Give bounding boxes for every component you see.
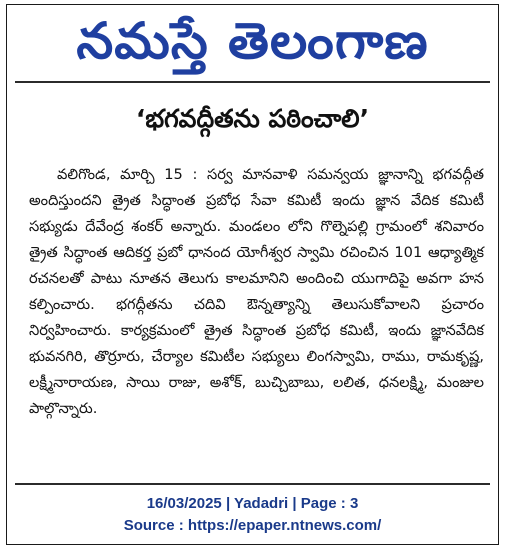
article-body: వలిగొండ, మార్చి 15 : సర్వ మానవాళి సమన్వయ జ్ఞానాన్ని భగవద్గీత అందిస్తుందని త్రైత సిద్ధాంత ప్రబోధ సేవా కమిటీ ఇందు జ్ఞాన వేదిక కమిటీ సభ్యుడు దేవేంద్ర శంకర్ అన్నారు. మండలం లోని గొల్నెపల్లి గ్రామంలో శనివారం త్రైత సిద్ధాంత ఆదికర్త ప్రబో ధానంద యోగీశ్వర స్వామి రచించిన 101 ఆధ్యాత్మిక రచనలతో పాటు నూతన తెలుగు కాలమానిని అందించి యుగాదిపై అవగా హన కల్పించారు. భగద్గీతను చదివి ఔన్నత్యాన్ని తెలుసుకోవాలని ప్రచారం నిర్వహించారు. కార్యక్రమంలో త్రైత సిద్ధాంత ప్రబోధ కమిటీ, ఇందు జ్ఞానవేదిక భువనగిరి, తొర్రూరు, చేర్యాల కమిటీల సభ్యులు లింగస్వామి, రాము, రామకృష్ణ, లక్ష్మీనారాయణ, సాయి రాజు, అశోక్, బుచ్చిబాబు, లలిత, ధనలక్ష్మి, మంజుల పాల్గొన్నారు. bbox=[29, 166, 484, 417]
source-link[interactable]: Source : https://epaper.ntnews.com/ bbox=[123, 517, 382, 534]
newspaper-clipping bbox=[6, 4, 499, 545]
edition-info: 16/03/2025 | Yadadri | Page : 3 bbox=[146, 495, 359, 512]
masthead-logo: నమస్తే తెలంగాణ bbox=[76, 12, 429, 70]
footer-divider bbox=[15, 483, 490, 485]
masthead-divider bbox=[15, 81, 490, 83]
article-headline: ‘భగవద్గీతను పఠించాలి’ bbox=[135, 104, 370, 133]
